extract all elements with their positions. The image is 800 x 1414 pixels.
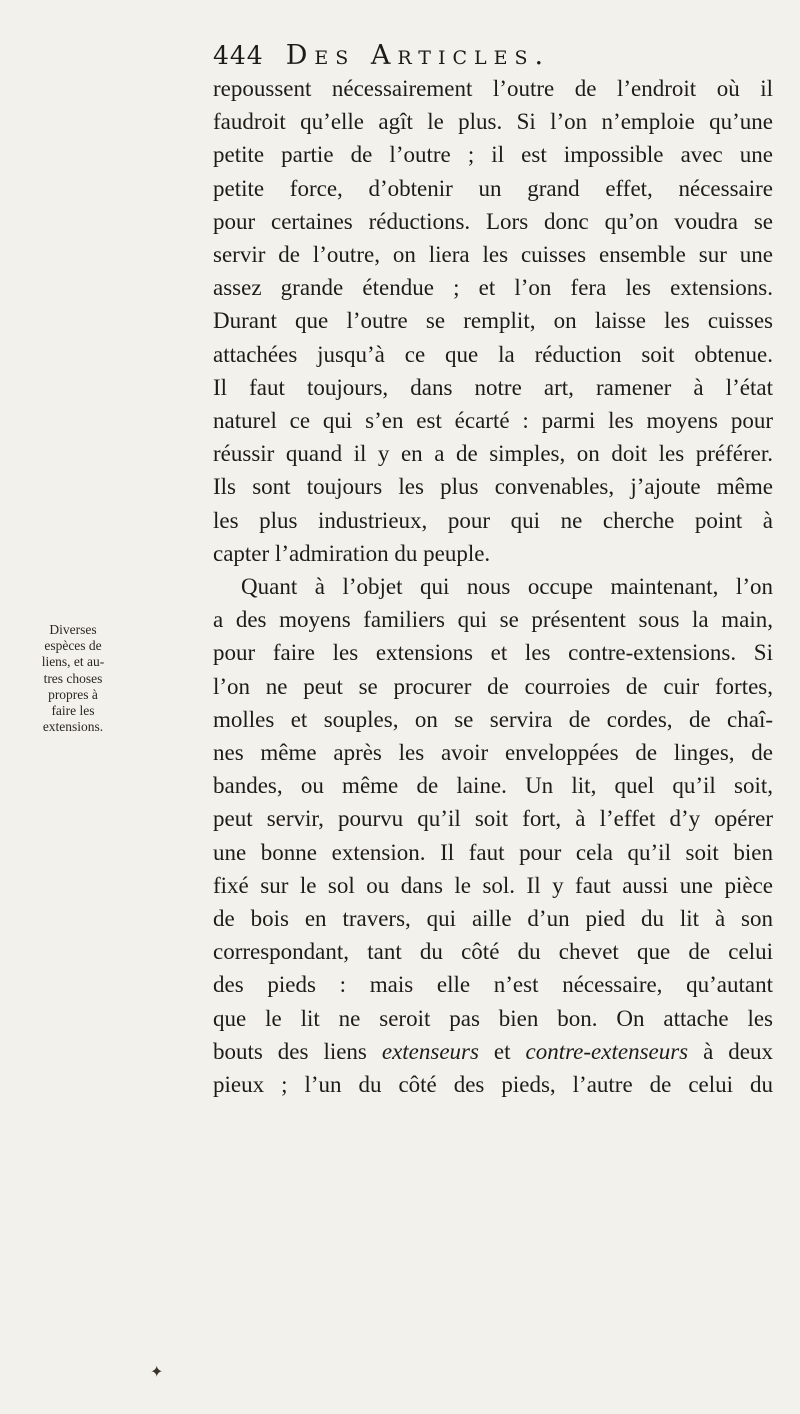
text-line: repoussent nécessairement l’outre de l’endroit où il <box>213 76 773 101</box>
running-title: Des Articles. <box>285 40 551 71</box>
text-line: pour certaines réductions. Lors donc qu’on voudra se <box>213 208 773 234</box>
text-line: Ils sont toujours les plus convenables, j’ajoute même <box>213 474 773 500</box>
text-line: nes même après les avoir enveloppées de linges, de <box>213 740 773 766</box>
text-line: attachées jusqu’à ce que la réduction soit obtenue. <box>213 341 773 367</box>
margin-note-line: espèces de <box>44 638 102 654</box>
margin-note-line: tres choses <box>43 670 103 686</box>
margin-note-line: extensions. <box>42 719 104 735</box>
text-segment: bouts des liens <box>213 1038 382 1064</box>
text-line: fixé sur le sol ou dans le sol. Il y faut aussi une pièce <box>213 872 773 898</box>
margin-note-line: liens, et au- <box>41 654 105 670</box>
text-line: capter l’admiration du peuple. <box>213 540 491 566</box>
italic-term: extenseurs <box>381 1038 479 1064</box>
margin-note-line: propres à <box>48 686 98 702</box>
text-line: des pieds : mais elle n’est nécessaire, qu’autant <box>213 972 773 998</box>
text-line: naturel ce qui s’en est écarté : parmi les moyens pour <box>213 408 773 434</box>
text-line: a des moyens familiers qui se présentent sous la main, <box>213 607 773 633</box>
text-line: les plus industrieux, pour qui ne cherche point à <box>213 507 773 533</box>
text-line: servir de l’outre, on liera les cuisses ensemble sur une <box>213 242 773 268</box>
text-segment: et <box>478 1038 526 1064</box>
text-line: assez grande étendue ; et l’on fera les extensions. <box>213 275 773 301</box>
margin-note-line: Diverses <box>49 622 97 637</box>
text-line: pieux ; l’un du côté des pieds, l’autre de celui du <box>213 1072 773 1098</box>
italic-term: contre-extenseurs <box>525 1038 689 1064</box>
text-line: de bois en travers, qui aille d’un pied du lit à son <box>213 906 773 932</box>
text-line: peut servir, pourvu qu’il soit fort, à l’effet d’y opérer <box>213 806 773 832</box>
text-line: réussir quand il y en a de simples, on doit les préférer. <box>213 441 773 467</box>
margin-note <box>18 622 128 735</box>
text-line: petite partie de l’outre ; il est impossible avec une <box>213 142 773 168</box>
text-line: molles et souples, on se servira de cordes, de chaî- <box>213 706 773 732</box>
text-line: bandes, ou même de laine. Un lit, quel qu’il soit, <box>213 773 773 799</box>
text-line-italics <box>213 1035 773 1068</box>
page-header <box>213 40 773 71</box>
text-line: pour faire les extensions et les contre-extensions. Si <box>213 640 773 666</box>
text-line: petite force, d’obtenir un grand effet, nécessaire <box>213 175 773 201</box>
text-line: Durant que l’outre se remplit, on laisse les cuisses <box>213 308 773 334</box>
text-line: faudroit qu’elle agît le plus. Si l’on n’emploie qu’une <box>213 109 773 135</box>
body-text <box>213 72 773 1101</box>
text-segment: à deux <box>688 1038 773 1064</box>
text-line: Quant à l’objet qui nous occupe maintenant, l’on <box>241 574 773 600</box>
text-line: l’on ne peut se procurer de courroies de cuir fortes, <box>213 673 773 699</box>
ink-spot-icon: ✦ <box>150 1362 164 1381</box>
page-number: 444 <box>213 41 264 70</box>
text-line: une bonne extension. Il faut pour cela qu’il soit bien <box>213 839 773 865</box>
margin-note-line: faire les <box>51 703 95 719</box>
text-line: correspondant, tant du côté du chevet que de celui <box>213 939 773 965</box>
text-line: que le lit ne seroit pas bien bon. On attache les <box>213 1005 773 1031</box>
text-line: Il faut toujours, dans notre art, ramener à l’état <box>213 374 773 400</box>
